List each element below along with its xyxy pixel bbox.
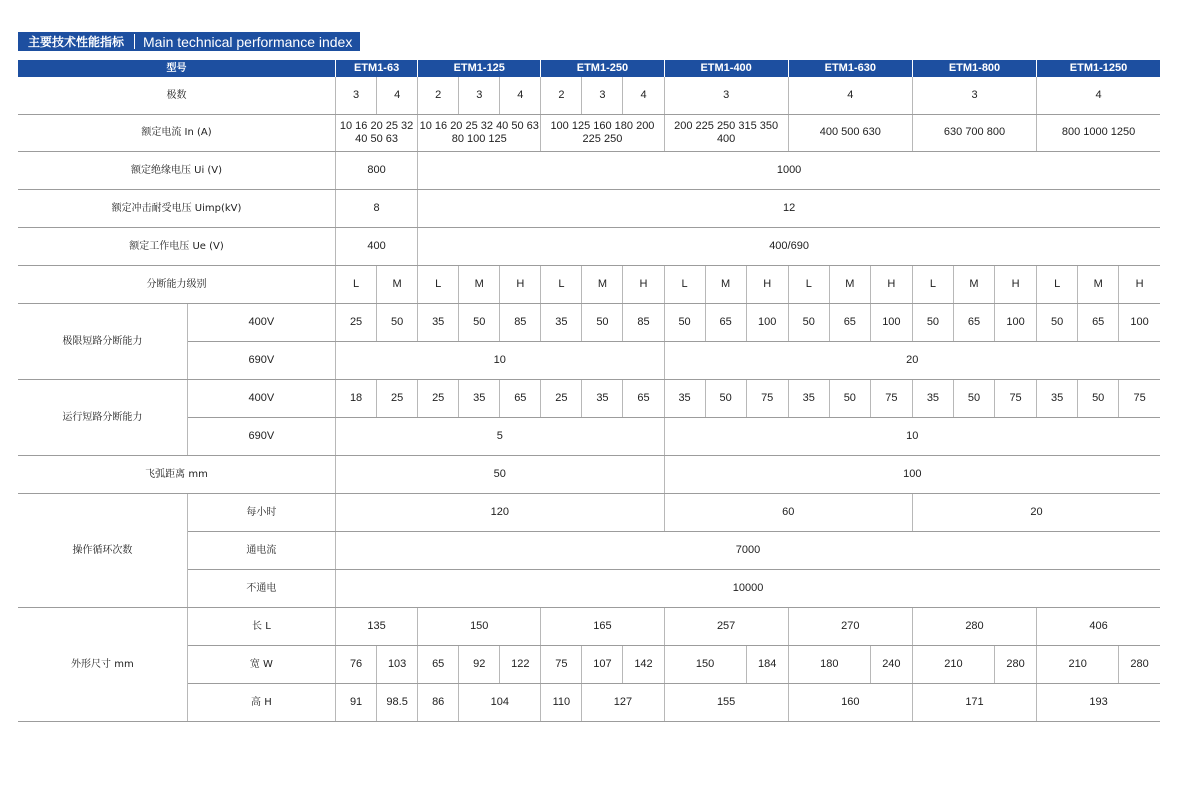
cell: 65 [500, 379, 541, 417]
cell: 210 [1037, 645, 1119, 683]
sub-label: 每小时 [187, 493, 335, 531]
cell: 10 16 20 25 32 40 50 63 [336, 114, 418, 151]
cell: 35 [541, 303, 582, 341]
cell: 75 [746, 379, 788, 417]
cell: 18 [336, 379, 377, 417]
cell: 50 [1078, 379, 1119, 417]
cell: M [582, 265, 623, 303]
cell: 98.5 [377, 683, 418, 721]
cell: 400 [336, 227, 418, 265]
row-label: 极数 [18, 77, 336, 114]
cell: 193 [1037, 683, 1160, 721]
cell: L [912, 265, 953, 303]
cell: 1000 [418, 151, 1160, 189]
cell: 35 [912, 379, 953, 417]
cell: 65 [623, 379, 664, 417]
insulation-voltage-row [18, 151, 1160, 189]
cell: 100 [995, 303, 1037, 341]
cell: 3 [664, 77, 788, 114]
icu-400v-row [18, 303, 1160, 341]
row-label: 额定工作电压 Ue (V) [18, 227, 336, 265]
cell: 4 [788, 77, 912, 114]
cell: 100 [746, 303, 788, 341]
cell: 35 [459, 379, 500, 417]
cell: 3 [582, 77, 623, 114]
cell: 75 [870, 379, 912, 417]
cell: 65 [829, 303, 870, 341]
cell: 100 [664, 455, 1160, 493]
cell: 85 [500, 303, 541, 341]
cell: 4 [377, 77, 418, 114]
cell: 50 [664, 303, 705, 341]
poles-row [18, 77, 1160, 114]
cell: 50 [912, 303, 953, 341]
section-title-banner [18, 32, 360, 51]
cycles-per-hour-row [18, 493, 1160, 531]
icu-690v-row [18, 341, 1160, 379]
model-header: ETM1-400 [664, 60, 788, 77]
ics-690v-row [18, 417, 1160, 455]
cell: 110 [541, 683, 582, 721]
row-label: 额定绝缘电压 Ui (V) [18, 151, 336, 189]
cell: 86 [418, 683, 459, 721]
cycles-unpowered-row [18, 569, 1160, 607]
cell: 3 [336, 77, 377, 114]
cell: 10 [664, 417, 1160, 455]
cell: 280 [995, 645, 1037, 683]
cell: L [1037, 265, 1078, 303]
cell: 155 [664, 683, 788, 721]
cell: 10 16 20 25 32 40 50 63 80 100 125 [418, 114, 541, 151]
cell: 85 [623, 303, 664, 341]
cell: 50 [336, 455, 665, 493]
cell: 50 [377, 303, 418, 341]
cell: 257 [664, 607, 788, 645]
cell: 50 [829, 379, 870, 417]
cell: 160 [788, 683, 912, 721]
cell: L [418, 265, 459, 303]
cell: M [377, 265, 418, 303]
cell: H [500, 265, 541, 303]
cell: 65 [1078, 303, 1119, 341]
dims-height-row [18, 683, 1160, 721]
table-header-row [18, 60, 1160, 77]
cell: L [336, 265, 377, 303]
cell: 20 [664, 341, 1160, 379]
sub-label: 宽 W [187, 645, 335, 683]
row-label: 额定冲击耐受电压 Uimp(kV) [18, 189, 336, 227]
cell: 35 [664, 379, 705, 417]
cell: 630 700 800 [912, 114, 1036, 151]
sub-label: 400V [187, 379, 335, 417]
cell: 135 [336, 607, 418, 645]
cell: 25 [336, 303, 377, 341]
cell: 3 [912, 77, 1036, 114]
cell: 800 [336, 151, 418, 189]
cell: 120 [336, 493, 665, 531]
group-label: 操作循环次数 [18, 493, 187, 607]
cell: 103 [377, 645, 418, 683]
cell: 65 [418, 645, 459, 683]
model-header-label: 型号 [18, 60, 336, 77]
cell: M [829, 265, 870, 303]
cell: 50 [1037, 303, 1078, 341]
cell: 8 [336, 189, 418, 227]
cell: 5 [336, 417, 665, 455]
sub-label: 通电流 [187, 531, 335, 569]
cell: 184 [746, 645, 788, 683]
section-title-en: Main technical performance index [143, 33, 353, 50]
cell: 4 [623, 77, 664, 114]
cell: H [995, 265, 1037, 303]
cell: 25 [541, 379, 582, 417]
cell: 240 [870, 645, 912, 683]
group-label: 运行短路分断能力 [18, 379, 187, 455]
model-header: ETM1-1250 [1037, 60, 1160, 77]
cell: M [705, 265, 746, 303]
cell: 280 [912, 607, 1036, 645]
cell: 2 [541, 77, 582, 114]
cell: M [953, 265, 994, 303]
rated-current-row [18, 114, 1160, 151]
cell: 142 [623, 645, 664, 683]
cell: 20 [912, 493, 1160, 531]
sub-label: 不通电 [187, 569, 335, 607]
cell: 75 [541, 645, 582, 683]
group-label: 外形尺寸 mm [18, 607, 187, 721]
cell: L [788, 265, 829, 303]
row-label: 分断能力级别 [18, 265, 336, 303]
cell: 35 [1037, 379, 1078, 417]
cell: 4 [500, 77, 541, 114]
cell: 25 [418, 379, 459, 417]
cell: 270 [788, 607, 912, 645]
arc-distance-row [18, 455, 1160, 493]
cell: 10000 [336, 569, 1160, 607]
cell: 35 [788, 379, 829, 417]
cell: 35 [418, 303, 459, 341]
row-label: 额定电流 In (A) [18, 114, 336, 151]
ics-400v-row [18, 379, 1160, 417]
cell: 10 [336, 341, 665, 379]
model-header: ETM1-125 [418, 60, 541, 77]
cell: 200 225 250 315 350 400 [664, 114, 788, 151]
cell: L [541, 265, 582, 303]
cell: 107 [582, 645, 623, 683]
section-title-cn: 主要技术性能指标 [28, 35, 125, 49]
cell: 165 [541, 607, 664, 645]
cell: 3 [459, 77, 500, 114]
cell: 60 [664, 493, 912, 531]
cell: 7000 [336, 531, 1160, 569]
cell: 180 [788, 645, 870, 683]
cell: 2 [418, 77, 459, 114]
cell: L [664, 265, 705, 303]
cell: 50 [582, 303, 623, 341]
cell: 65 [705, 303, 746, 341]
cell: 25 [377, 379, 418, 417]
cell: 150 [664, 645, 746, 683]
cell: H [1119, 265, 1160, 303]
cell: 100 [1119, 303, 1160, 341]
group-label: 极限短路分断能力 [18, 303, 187, 379]
cycles-powered-row [18, 531, 1160, 569]
cell: M [1078, 265, 1119, 303]
cell: 50 [953, 379, 994, 417]
cell: H [746, 265, 788, 303]
model-header: ETM1-250 [541, 60, 664, 77]
cell: 65 [953, 303, 994, 341]
model-header: ETM1-630 [788, 60, 912, 77]
row-label: 飞弧距离 mm [18, 455, 336, 493]
sub-label: 长 L [187, 607, 335, 645]
dims-length-row [18, 607, 1160, 645]
cell: M [459, 265, 500, 303]
cell: 76 [336, 645, 377, 683]
cell: 4 [1037, 77, 1160, 114]
cell: 75 [1119, 379, 1160, 417]
cell: 122 [500, 645, 541, 683]
cell: 127 [582, 683, 664, 721]
cell: 210 [912, 645, 994, 683]
operating-voltage-row [18, 227, 1160, 265]
model-header: ETM1-63 [336, 60, 418, 77]
cell: 50 [705, 379, 746, 417]
cell: H [870, 265, 912, 303]
sub-label: 690V [187, 341, 335, 379]
performance-table [18, 60, 1160, 722]
cell: 406 [1037, 607, 1160, 645]
cell: 400/690 [418, 227, 1160, 265]
sub-label: 690V [187, 417, 335, 455]
cell: 75 [995, 379, 1037, 417]
cell: H [623, 265, 664, 303]
cell: 50 [788, 303, 829, 341]
cell: 150 [418, 607, 541, 645]
cell: 91 [336, 683, 377, 721]
cell: 92 [459, 645, 500, 683]
cell: 50 [459, 303, 500, 341]
cell: 104 [459, 683, 541, 721]
cell: 12 [418, 189, 1160, 227]
sub-label: 400V [187, 303, 335, 341]
cell: 800 1000 1250 [1037, 114, 1160, 151]
cell: 100 125 160 180 200 225 250 [541, 114, 664, 151]
model-header: ETM1-800 [912, 60, 1036, 77]
sub-label: 高 H [187, 683, 335, 721]
cell: 400 500 630 [788, 114, 912, 151]
cell: 100 [870, 303, 912, 341]
cell: 171 [912, 683, 1036, 721]
cell: 35 [582, 379, 623, 417]
impulse-voltage-row [18, 189, 1160, 227]
cell: 280 [1119, 645, 1160, 683]
dims-width-row [18, 645, 1160, 683]
breaking-class-row [18, 265, 1160, 303]
